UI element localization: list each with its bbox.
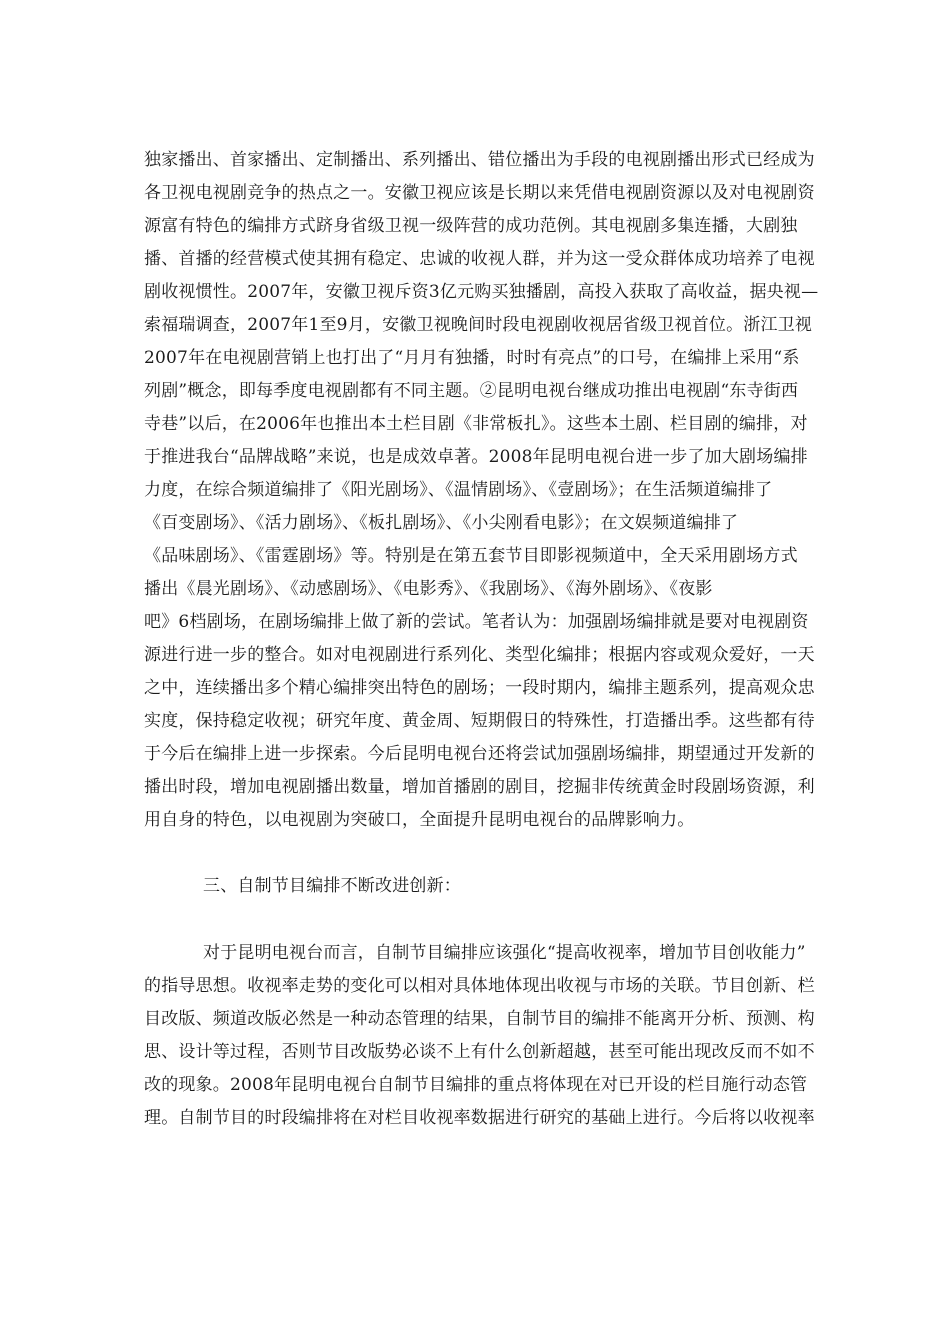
text-line: 剧收视惯性。2007年，安徽卫视斥资3亿元购买独播剧，高投入获取了高收益，据央视— [144, 282, 819, 302]
text-line: 《品味剧场》、《雷霆剧场》等。特别是在第五套节目即影视频道中，全天采用剧场方式 [144, 546, 798, 566]
text-line: 目改版、频道改版必然是一种动态管理的结果，自制节目的编排不能离开分析、预测、构 [144, 1009, 815, 1029]
text-line: 列剧”概念，即每季度电视剧都有不同主题。②昆明电视台继成功推出电视剧“东寺街西 [144, 381, 799, 401]
text-line: 于今后在编排上进一步探索。今后昆明电视台还将尝试加强剧场编排，期望通过开发新的 [144, 744, 815, 764]
text-line: 改的现象。2008年昆明电视台自制节目编排的重点将体现在对已开设的栏目施行动态管 [144, 1075, 808, 1095]
text-line: 2007年在电视剧营销上也打出了“月月有独播，时时有亮点”的口号，在编排上采用“系 [144, 348, 800, 368]
text-line: 源富有特色的编排方式跻身省级卫视一级阵营的成功范例。其电视剧多集连播，大剧独 [144, 216, 798, 236]
text-line: 《百变剧场》、《活力剧场》、《板扎剧场》、《小尖刚看电影》；在文娱频道编排了 [144, 513, 739, 533]
text-line: 实度，保持稳定收视；研究年度、黄金周、短期假日的特殊性，打造播出季。这些都有待 [144, 711, 815, 731]
text-line: 寺巷”以后，在2006年也推出本土栏目剧《非常板扎》。这些本土剧、栏目剧的编排，对 [144, 414, 808, 434]
text-line: 的指导思想。收视率走势的变化可以相对具体地体现出收视与市场的关联。节目创新、栏 [144, 976, 815, 996]
text-line: 理。自制节目的时段编排将在对栏目收视率数据进行研究的基础上进行。今后将以收视率 [144, 1108, 815, 1128]
text-line: 用自身的特色，以电视剧为突破口，全面提升昆明电视台的品牌影响力。 [144, 810, 695, 830]
text-line: 之中，连续播出多个精心编排突出特色的剧场；一段时期内，编排主题系列，提高观众忠 [144, 678, 815, 698]
text-line: 播出时段，增加电视剧播出数量，增加首播剧的剧目，挖掘非传统黄金时段剧场资源，利 [144, 777, 815, 797]
text-line: 源进行进一步的整合。如对电视剧进行系列化、类型化编排；根据内容或观众爱好，一天 [144, 645, 815, 665]
text-line: 思、设计等过程，否则节目改版势必谈不上有什么创新超越，甚至可能出现改反而不如不 [144, 1042, 815, 1062]
section-heading: 三、自制节目编排不断改进创新： [203, 876, 461, 896]
text-line: 播出《晨光剧场》、《动感剧场》、《电影秀》、《我剧场》、《海外剧场》、《夜影 [144, 579, 713, 599]
text-line: 吧》6档剧场，在剧场编排上做了新的尝试。笔者认为：加强剧场编排就是要对电视剧资 [144, 612, 809, 632]
text-line: 播、首播的经营模式使其拥有稳定、忠诚的收视人群，并为这一受众群体成功培养了电视 [144, 249, 815, 269]
text-line: 各卫视电视剧竞争的热点之一。安徽卫视应该是长期以来凭借电视剧资源以及对电视剧资 [144, 183, 815, 203]
text-line: 力度，在综合频道编排了《阳光剧场》、《温情剧场》、《壹剧场》；在生活频道编排了 [144, 480, 773, 500]
text-line: 独家播出、首家播出、定制播出、系列播出、错位播出为手段的电视剧播出形式已经成为 [144, 150, 815, 170]
text-line: 对于昆明电视台而言，自制节目编排应该强化“提高收视率，增加节目创收能力” [203, 943, 806, 963]
text-line: 索福瑞调查，2007年1至9月，安徽卫视晚间时段电视剧收视居省级卫视首位。浙江卫视 [144, 315, 813, 335]
text-line: 于推进我台“品牌战略”来说，也是成效卓著。2008年昆明电视台进一步了加大剧场编排 [144, 447, 808, 467]
